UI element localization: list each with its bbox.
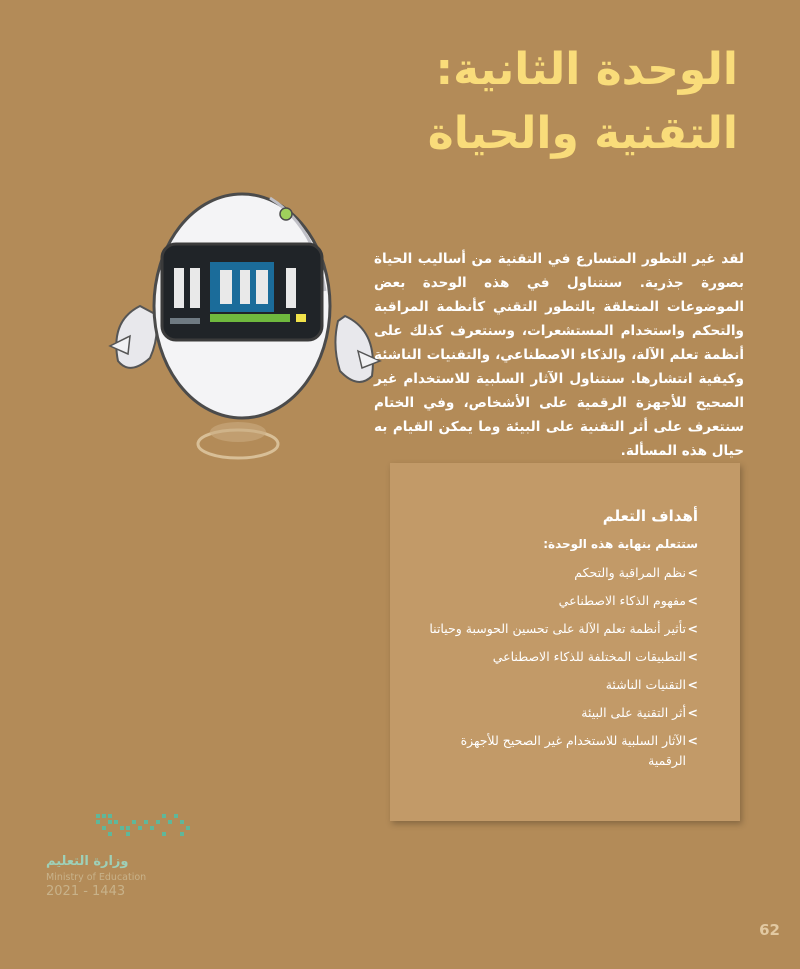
learning-goals-heading: أهداف التعلم — [602, 507, 698, 525]
learning-goal-item — [428, 563, 698, 583]
goal-text: التطبيقات المختلفة للذكاء الاصطناعي — [492, 649, 686, 664]
ministry-name-english: Ministry of Education — [46, 872, 147, 883]
learning-goals-list — [428, 563, 698, 779]
learning-goal-item — [428, 591, 698, 611]
ministry-logo — [46, 810, 196, 905]
learning-goal-item — [428, 675, 698, 695]
goal-marker: > — [687, 565, 698, 580]
goal-marker: > — [687, 621, 698, 636]
goal-marker: > — [687, 677, 698, 692]
unit-title-line2: التقنية والحياة — [427, 108, 738, 159]
learning-goals-box — [390, 463, 740, 821]
ministry-year: 2021 - 1443 — [46, 884, 126, 899]
goal-text: مفهوم الذكاء الاصطناعي — [558, 593, 686, 608]
goal-marker: > — [687, 649, 698, 664]
goal-text: أثر التقنية على البيئة — [581, 705, 686, 720]
goal-text: التقنيات الناشئة — [605, 677, 686, 692]
learning-goals-subheading: ستتعلم بنهاية هذه الوحدة: — [543, 537, 698, 551]
ministry-logo-mark — [46, 810, 196, 852]
unit-intro-paragraph: لقد غير التطور المتسارع في التقنية من أساليب الحياة بصورة جذرية. سنتناول في هذه الوحدة بعض الموضوعات المتعلقة بالتطور التقني كأنظمة المراقبة والتحكم واستخدام المستشعرات، وسنتعرف كذلك على أنظمة تعلم الآلة، والذكاء الاصطناعي، والتقنيات الناشئة وكيفية انتشارها. سنتناول الآثار السلبية للاستخدام غير الصحيح للأجهزة الرقمية على الأشخاص، وفي الختام سنتعرف على أثر التقنية على البيئة وما يمكن القيام به حيال هذه المسألة. — [374, 250, 744, 459]
unit-title — [238, 38, 738, 166]
ministry-name-arabic: وزارة التعليم — [46, 854, 129, 869]
robot-illustration — [100, 186, 390, 466]
learning-goal-item — [428, 619, 698, 639]
learning-goal-item — [428, 703, 698, 723]
learning-goal-item — [428, 647, 698, 667]
learning-goal-item — [428, 731, 698, 771]
goal-marker: > — [687, 593, 698, 608]
goal-text: نظم المراقبة والتحكم — [574, 565, 686, 580]
goal-marker: > — [687, 733, 698, 748]
goal-text: تأثير أنظمة تعلم الآلة على تحسين الحوسبة وحياتنا — [429, 621, 686, 636]
page-number: 62 — [759, 921, 780, 939]
goal-marker: > — [687, 705, 698, 720]
goal-text: الآثار السلبية للاستخدام غير الصحيح للأجهزة الرقمية — [460, 733, 686, 768]
unit-title-line1: الوحدة الثانية: — [435, 44, 738, 95]
